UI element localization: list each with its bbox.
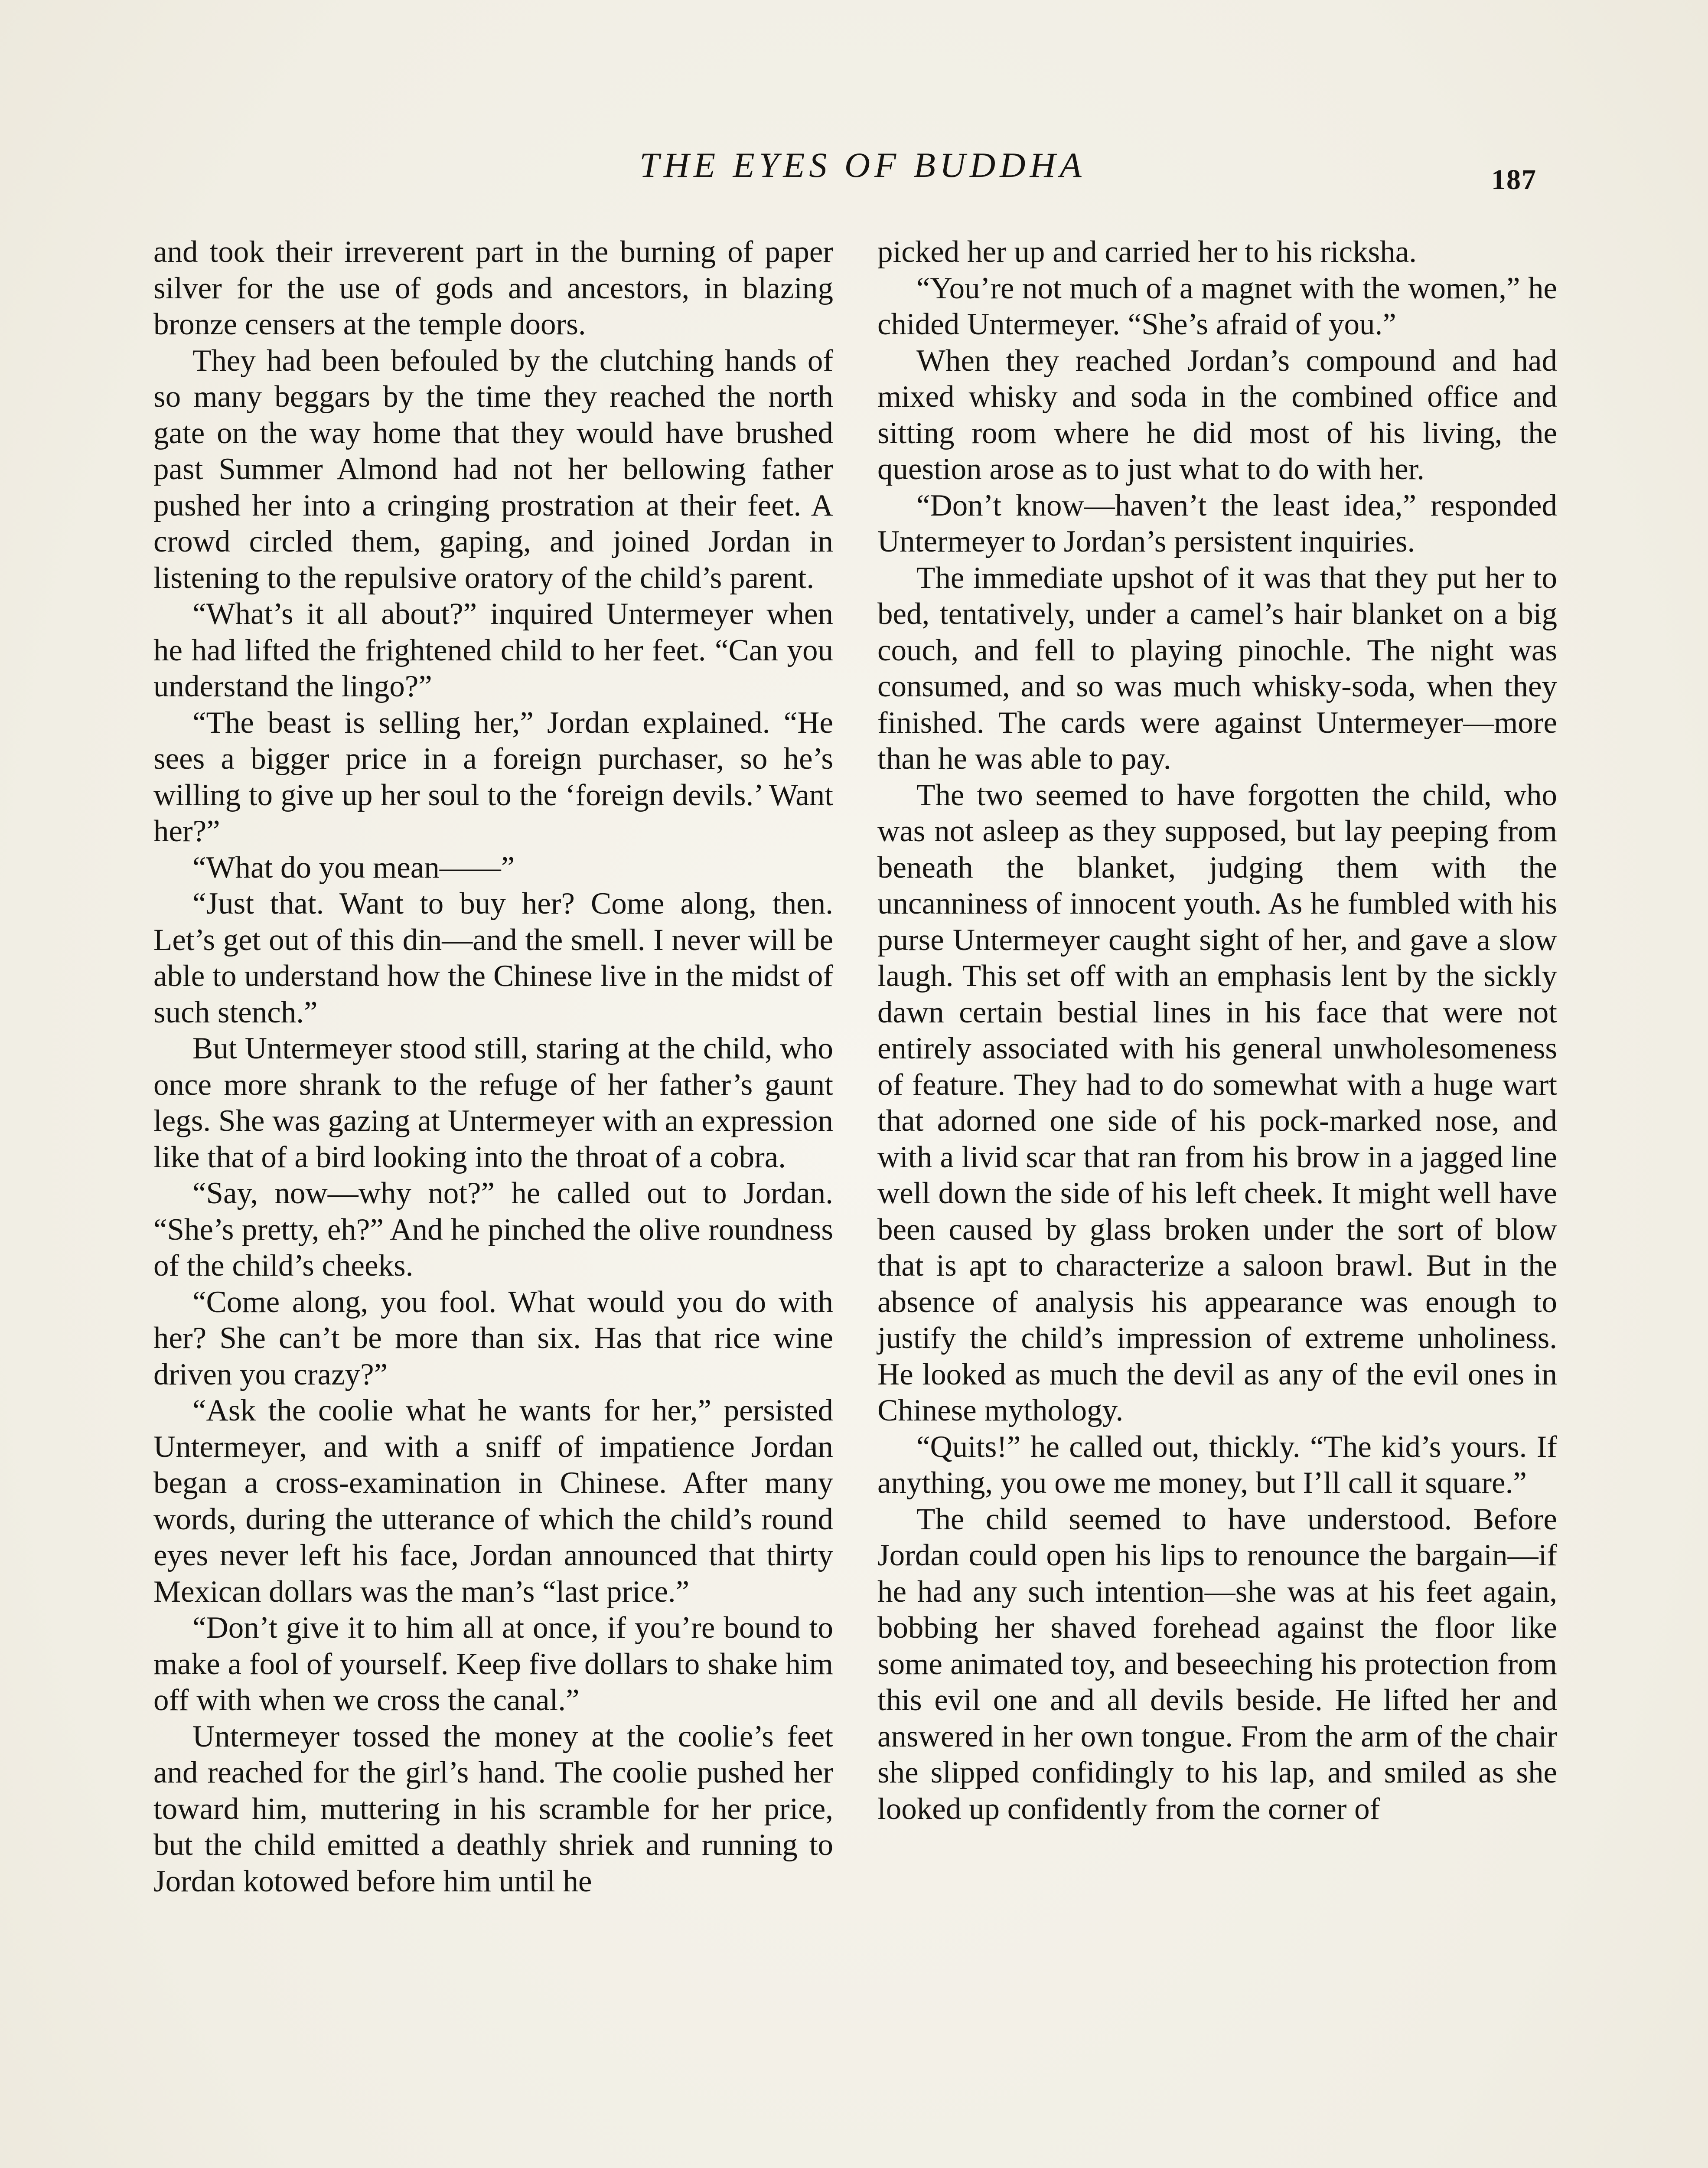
paragraph: “Say, now—why not?” he called out to Jordan. “She’s pretty, eh?” And he pinched the olive roundness of the child’s cheeks.: [153, 1176, 833, 1283]
paragraph: The immediate upshot of it was that they put her to bed, tentatively, under a camel’s hair blanket on a big couch, and fell to playing pinochle. The night was consumed, and so was much whisky-soda, when they finished. The cards were against Untermeyer—more than he was able to pay.: [877, 561, 1557, 776]
page-number: 187: [1491, 164, 1537, 196]
paragraph: “Don’t know—haven’t the least idea,” responded Untermeyer to Jordan’s persistent inquiries.: [877, 488, 1557, 558]
paragraph: “Just that. Want to buy her? Come along, then. Let’s get out of this din—and the smell. I never will be able to understand how the Chinese live in the midst of such stench.”: [153, 887, 833, 1029]
paragraph: The two seemed to have forgotten the child, who was not asleep as they supposed, but lay peeping from beneath the blanket, judging them with the uncanniness of innocent youth. As he fumbled with his purse Untermeyer caught sight of her, and gave a slow laugh. This set off with an emphasis lent by the sickly dawn certain bestial lines in his face that were not entirely associated with his general unwholesomeness of feature. They had to do somewhat with a huge wart that adorned one side of his pock-marked nose, and with a livid scar that ran from his brow in a jagged line well down the side of his left cheek. It might well have been caused by glass broken under the sort of blow that is apt to characterize a saloon brawl. But in the absence of analysis his appearance was enough to justify the child’s impression of extreme unholiness. He looked as much the devil as any of the evil ones in Chinese mythology.: [877, 778, 1557, 1427]
paragraph: and took their irreverent part in the burning of paper silver for the use of gods and ancestors, in blazing bronze censers at the temple doors.: [153, 235, 833, 341]
right-column: [877, 234, 1557, 1827]
paragraph: “Ask the coolie what he wants for her,” persisted Untermeyer, and with a sniff of impatience Jordan began a cross-examination in Chinese. After many words, during the utterance of which the child’s round eyes never left his face, Jordan announced that thirty Mexican dollars was the man’s “last price.”: [153, 1394, 833, 1609]
paragraph: The child seemed to have understood. Before Jordan could open his lips to renounce the bargain—if he had any such intention—she was at his feet again, bobbing her shaved forehead against the floor like some animated toy, and beseeching his protection from this evil one and all devils beside. He lifted her and answered in her own tongue. From the arm of the chair she slipped confidingly to his lap, and smiled as she looked up confidently from the corner of: [877, 1502, 1557, 1826]
paragraph: “What’s it all about?” inquired Untermeyer when he had lifted the frightened child to her feet. “Can you understand the lingo?”: [153, 597, 833, 703]
running-title: THE EYES OF BUDDHA: [639, 145, 1086, 185]
paragraph: “Quits!” he called out, thickly. “The kid’s yours. If anything, you owe me money, but I’ll call it square.”: [877, 1430, 1557, 1500]
paragraph: “You’re not much of a magnet with the women,” he chided Untermeyer. “She’s afraid of you.”: [877, 271, 1557, 341]
paragraph: They had been befouled by the clutching hands of so many beggars by the time they reached the north gate on the way home that they would have brushed past Summer Almond had not her bellowing father pushed her into a cringing prostration at their feet. A crowd circled them, gaping, and joined Jordan in listening to the repulsive oratory of the child’s parent.: [153, 343, 833, 595]
paragraph: Untermeyer tossed the money at the coolie’s feet and reached for the girl’s hand. The coolie pushed her toward him, muttering in his scramble for her price, but the child emitted a deathly shriek and running to Jordan kotowed before him until he: [153, 1719, 833, 1898]
paragraph: But Untermeyer stood still, staring at the child, who once more shrank to the refuge of her father’s gaunt legs. She was gazing at Untermeyer with an expression like that of a bird looking into the throat of a cobra.: [153, 1032, 833, 1174]
paragraph: picked her up and carried her to his ricksha.: [877, 235, 1417, 269]
left-column: [153, 234, 833, 1900]
paragraph: When they reached Jordan’s compound and had mixed whisky and soda in the combined office and sitting room where he did most of his living, the question arose as to just what to do with her.: [877, 343, 1557, 486]
paragraph: “What do you mean——”: [192, 850, 515, 885]
paragraph: “Don’t give it to him all at once, if you’re bound to make a fool of yourself. Keep five dollars to shake him off with when we cross the canal.”: [153, 1611, 833, 1717]
paragraph: “Come along, you fool. What would you do with her? She can’t be more than six. Has that rice wine driven you crazy?”: [153, 1285, 833, 1391]
paragraph: “The beast is selling her,” Jordan explained. “He sees a bigger price in a foreign purchaser, so he’s willing to give up her soul to the ‘foreign devils.’ Want her?”: [153, 705, 833, 848]
